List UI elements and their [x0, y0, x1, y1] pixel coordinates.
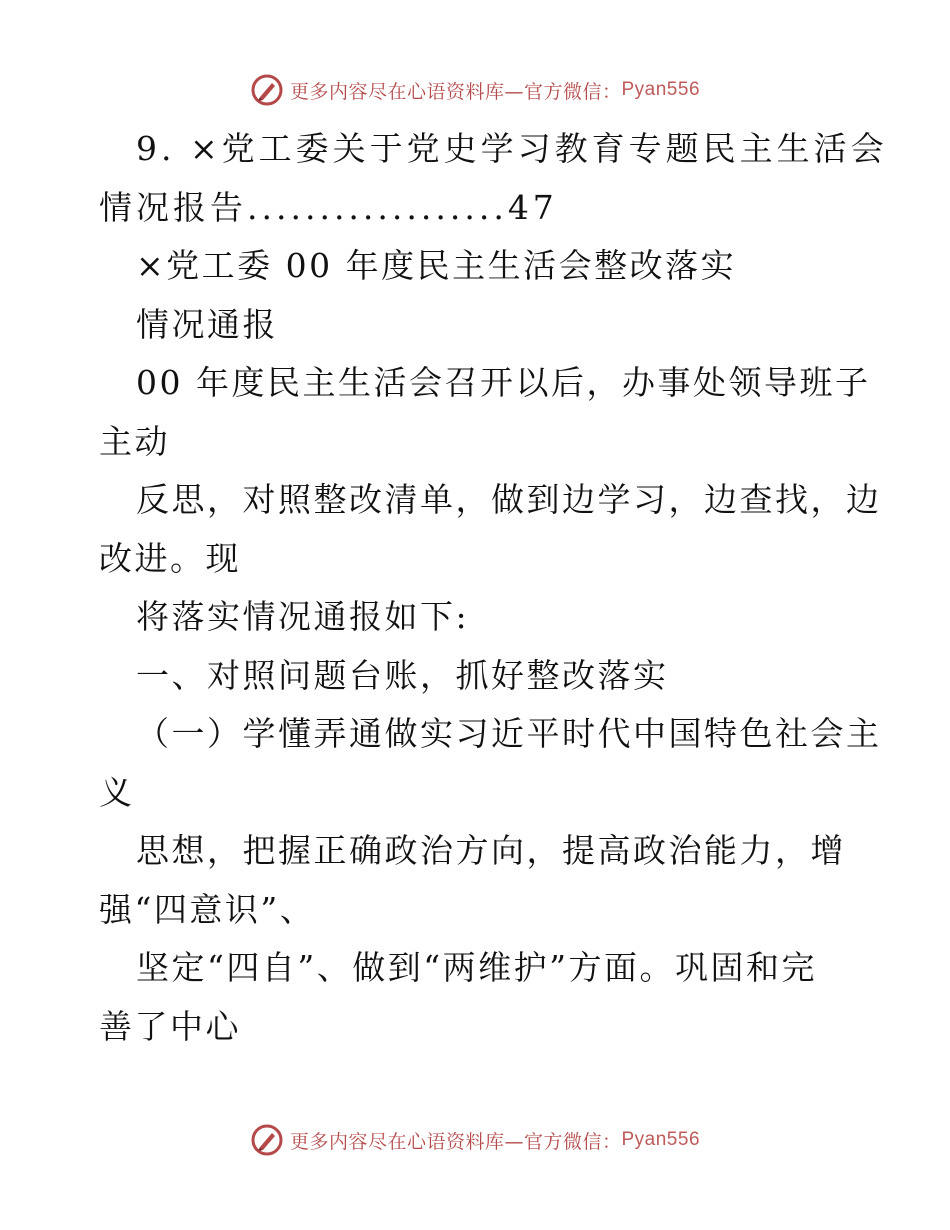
- paragraph-line: 善了中心: [99, 1006, 241, 1046]
- pen-logo-icon: [250, 1123, 284, 1157]
- paragraph-line: 将落实情况通报如下:: [136, 597, 470, 636]
- watermark-footer: [0, 1120, 950, 1160]
- paragraph-line: 反思，对照整改清单，做到边学习，边查找，边: [136, 480, 882, 519]
- section-title-line-1: ×党工委 00 年度民主生活会整改落实: [136, 246, 737, 285]
- document-body: [99, 120, 888, 1056]
- paragraph-line: 主动: [99, 421, 170, 461]
- watermark-wechat-id: Pyan556: [621, 1129, 701, 1150]
- watermark-text: 更多内容尽在心语资料库—官方微信：: [289, 80, 622, 103]
- heading-level-2: （一）学懂弄通做实习近平时代中国特色社会主: [136, 714, 882, 753]
- watermark-header: [0, 70, 950, 110]
- heading-level-2-cont: 义: [99, 772, 135, 812]
- heading-level-1: 一、对照问题台账，抓好整改落实: [136, 655, 669, 695]
- section-title-line-2: 情况通报: [136, 304, 278, 344]
- paragraph-line: 强“四意识”、: [99, 889, 316, 929]
- watermark-wechat-id: Pyan556: [621, 79, 701, 100]
- paragraph-line: 改进。现: [99, 538, 241, 578]
- paragraph-line: 思想，把握正确政治方向，提高政治能力，增: [136, 831, 846, 870]
- toc-entry-line-2: 情况报告..................47: [99, 187, 558, 227]
- pen-logo-icon: [250, 73, 284, 107]
- toc-entry-line-1: 9. ×党工委关于党史学习教育专题民主生活会: [136, 129, 888, 168]
- paragraph-line: 00 年度民主生活会召开以后，办事处领导班子: [136, 363, 871, 402]
- paragraph-line: 坚定“四自”、做到“两维护”方面。巩固和完: [136, 948, 817, 987]
- watermark-text: 更多内容尽在心语资料库—官方微信：: [289, 1130, 622, 1153]
